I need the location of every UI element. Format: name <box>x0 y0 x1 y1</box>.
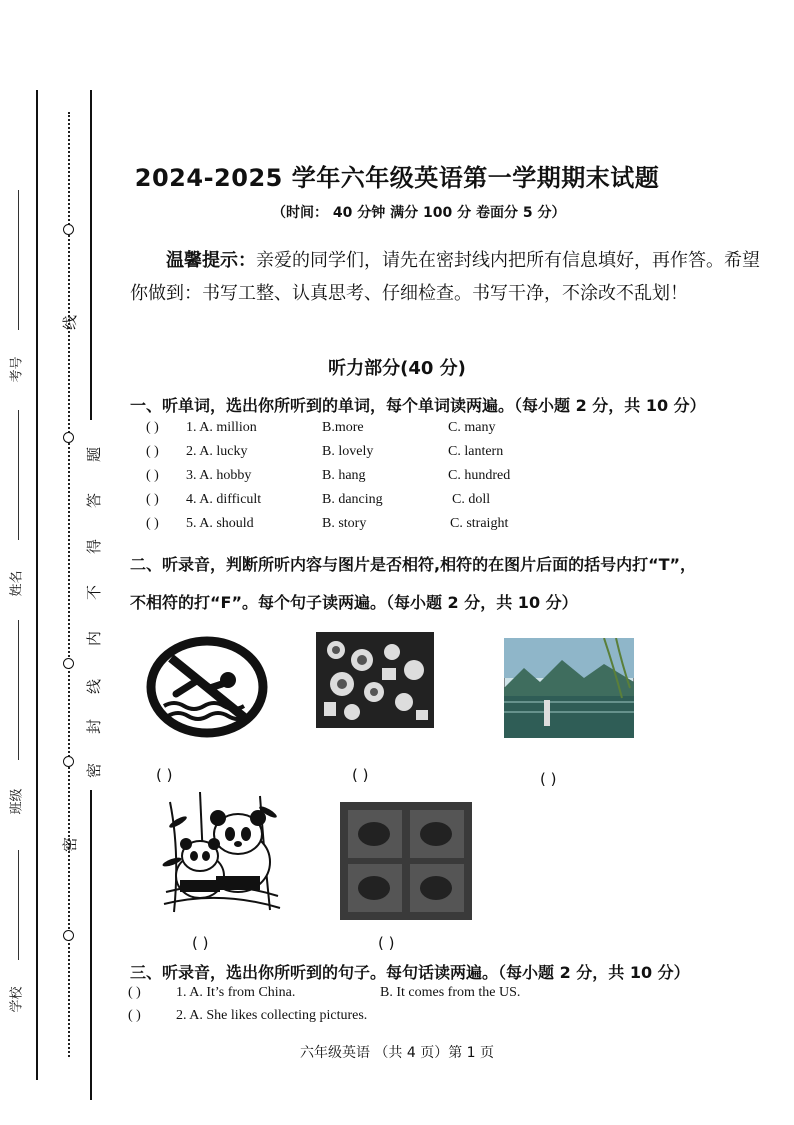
seal-circle-3 <box>63 658 74 669</box>
exam-subtitle: （时间： 40 分钟 满分 100 分 卷面分 5 分） <box>272 205 566 221</box>
option-a: 2. A. lucky <box>186 444 248 459</box>
reminder-text: 亲爱的同学们，请先在密封线内把所有信息填好，再作答。希望你做到：书写工整、认真思考、仔细检查。书写干净，不涂改不乱划！ <box>130 250 760 304</box>
collection-items-image <box>316 632 434 728</box>
option-b: B. dancing <box>322 492 383 507</box>
option-c: C. straight <box>450 516 509 531</box>
option-a: 5. A. should <box>186 516 254 531</box>
listening-header: 听力部分(40 分) <box>328 358 466 379</box>
class-label: 班级 <box>9 788 25 815</box>
option-b: B. It comes from the US. <box>380 985 521 1000</box>
option-a: 1. A. It’s from China. <box>176 985 296 1000</box>
seal-text-mi: 密 <box>85 762 104 779</box>
section2-title-line2: 不相符的打“F”。每个句子读两遍。（每小题 2 分，共 10 分） <box>130 593 578 612</box>
option-b: B. hang <box>322 468 366 483</box>
picture-4-answer[interactable]: ( ) <box>192 934 209 952</box>
reminder <box>130 244 770 310</box>
seal-circle-2 <box>63 432 74 443</box>
picture-1-answer[interactable]: ( ) <box>156 766 173 784</box>
seal-text-da: 答 <box>85 492 104 509</box>
picture-2-answer[interactable]: ( ) <box>352 766 369 784</box>
option-a: 3. A. hobby <box>186 468 252 483</box>
blank-line-class <box>18 620 19 760</box>
reminder-label: 温馨提示： <box>166 250 256 271</box>
answer-paren[interactable]: ( ) <box>128 985 141 1000</box>
answer-paren[interactable]: ( ) <box>146 468 159 483</box>
option-b: B. story <box>322 516 367 531</box>
seal-circle-4 <box>63 756 74 767</box>
picture-5-answer[interactable]: ( ) <box>378 934 395 952</box>
blank-line-exam-no <box>18 190 19 330</box>
seal-text-de: 得 <box>85 538 104 555</box>
option-a: 4. A. difficult <box>186 492 262 507</box>
answer-paren[interactable]: ( ) <box>146 516 159 531</box>
seal-text-xian: 线 <box>85 678 104 695</box>
option-b: B.more <box>322 420 364 435</box>
option-c: C. many <box>448 420 496 435</box>
seal-text-feng: 封 <box>85 718 104 735</box>
binding-outer-line <box>36 90 38 1080</box>
blank-line-name <box>18 410 19 540</box>
answer-paren[interactable]: ( ) <box>146 492 159 507</box>
pandas-image <box>160 792 282 918</box>
dark-photo-grid-image <box>340 802 472 920</box>
seal-circle-1 <box>63 224 74 235</box>
seal-char-mi-left: 密 <box>61 836 80 853</box>
option-a: 1. A. million <box>186 420 257 435</box>
exam-title: 2024-2025 学年六年级英语第一学期期末试题 <box>134 164 660 192</box>
seal-dotted-line <box>68 112 70 1057</box>
no-swimming-sign-image <box>146 636 268 738</box>
option-b: B. lovely <box>322 444 374 459</box>
picture-3-answer[interactable]: ( ) <box>540 770 557 788</box>
seal-char-xian: 线 <box>61 314 80 331</box>
answer-paren[interactable]: ( ) <box>128 1008 141 1023</box>
section3-title: 三、听录音，选出你所听到的句子。每句话读两遍。（每小题 2 分，共 10 分） <box>130 963 690 982</box>
option-c: C. hundred <box>448 468 511 483</box>
answer-paren[interactable]: ( ) <box>146 420 159 435</box>
section1-title: 一、听单词，选出你所听到的单词，每个单词读两遍。（每小题 2 分，共 10 分） <box>130 396 706 415</box>
seal-circle-5 <box>63 930 74 941</box>
name-label: 姓名 <box>9 570 25 597</box>
seal-text-nei: 内 <box>85 630 104 647</box>
option-c: C. lantern <box>448 444 504 459</box>
lake-landscape-image <box>504 638 634 738</box>
blank-line-school <box>18 850 19 960</box>
seal-text-ti: 题 <box>85 446 104 463</box>
answer-paren[interactable]: ( ) <box>146 444 159 459</box>
option-a: 2. A. She likes collecting pictures. <box>176 1008 368 1023</box>
school-label: 学校 <box>9 986 25 1013</box>
section2-title-line1: 二、听录音，判断所听内容与图片是否相符,相符的在图片后面的括号内打“T”， <box>130 555 697 574</box>
option-c: C. doll <box>452 492 491 507</box>
seal-text-bu: 不 <box>85 584 104 601</box>
exam-no-label: 考号 <box>9 356 25 383</box>
page-footer: 六年级英语 （共 4 页）第 1 页 <box>299 1045 495 1061</box>
